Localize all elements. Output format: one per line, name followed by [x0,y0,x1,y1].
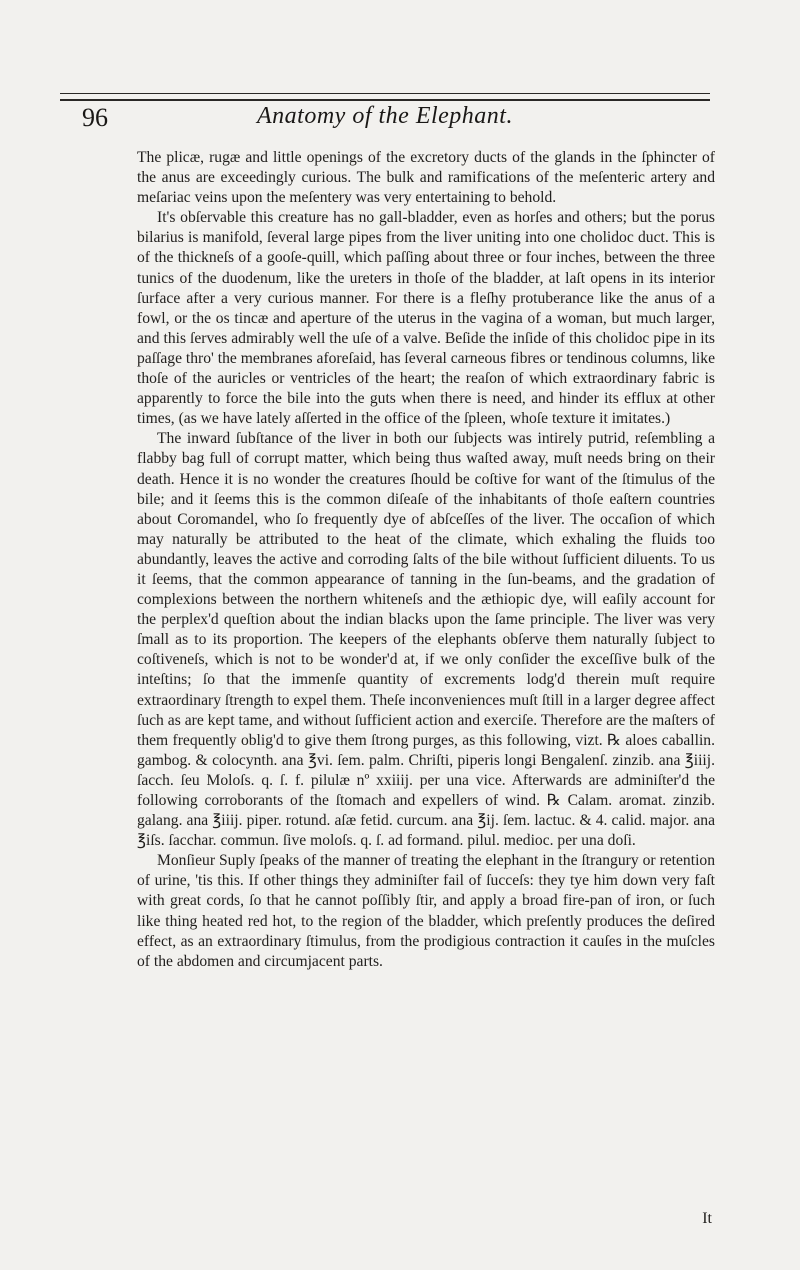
header-rule-top [60,93,710,94]
paragraph-4: Monſieur Suply ſpeaks of the manner of treating the elephant in the ſtrangury or retention of urine, 'tis this. If other things they adminiſter fail of ſucceſs: they tye him down very faſt with great cords, ſo that he cannot poſſibly ſtir, and apply a broad fire-pan of iron, or ſuch like thing heated red hot, to the region of the bladder, which preſently produces the deſired effect, as an extraordinary ſtimulus, from the prodigious contraction it cauſes in the muſcles of the abdomen and circumjacent parts. [137,852,715,970]
page-header [60,101,710,137]
paragraph-1: The plicæ, rugæ and little openings of the excretory ducts of the glands in the ſphincter of the anus are exceedingly curious. The bulk and ramifications of the meſenteric artery and meſariac veins upon the meſentery was very entertaining to behold. [137,149,715,207]
running-title: Anatomy of the Elephant. [257,103,513,129]
paragraph-2: It's obſervable this creature has no gall-bladder, even as horſes and others; but the porus bilarius is manifold, ſeveral large pipes from the liver uniting into one cholidoc duct. This is of the thickneſs of a gooſe-quill, which paſſing about three or four inches, between the three tunics of the duodenum, like the ureters in thoſe of the bladder, at laſt opens in its interior ſurface after a very curious manner. For there is a fleſhy protuberance like the anus of a fowl, or the os tincæ and aperture of the uterus in the vagina of a woman, but much larger, and this ſerves admirably well the uſe of a valve. Beſide the inſide of this cholidoc pipe in its paſſage thro' the membranes aforeſaid, has ſeveral carneous fibres or tendinous columns, like thoſe of the auricles or ventricles of the heart; the reaſon of which extraordinary fabric is apparently to force the bile into the guts when there is need, and hinder its efflux at other times, (as we have lately aſſerted in the office of the ſpleen, whoſe texture it imitates.) [137,209,715,428]
page-number: 96 [82,103,108,132]
catchword: It [702,1210,712,1227]
paragraph-3: The inward ſubſtance of the liver in both our ſubjects was intirely putrid, reſembling a flabby bag full of corrupt matter, which being thus waſted away, muſt needs bring on their death. Hence it is no wonder the creatures ſhould be coſtive for want of the ſtimulus of the bile; and it ſeems this is the common diſeaſe of the inhabitants of thoſe eaſtern countries about Coromandel, who ſo frequently dye of abſceſſes of the liver. The occaſion of which may naturally be attributed to the heat of the climate, which exhaling the fluids too abundantly, leaves the active and corroding ſalts of the bile without ſufficient diluents. To us it ſeems, that the common appearance of tanning in the ſun-beams, and the gradation of complexions between the northern whiteneſs and the æthiopic dye, will eaſily account for the perplex'd queſtion about the indian blacks upon the ſame principle. The liver was very ſmall as to its proportion. The keepers of the elephants obſerve them naturally ſubject to coſtiveneſs, which is not to be wonder'd at, if we only conſider the exceſſive bulk of the inteſtins; ſo that the immenſe quantity of excrements lodg'd therein muſt require extraordinary ſtrength to expel them. Theſe inconveniences muſt ſtill in a larger degree affect ſuch as are kept tame, and without ſufficient action and exerciſe. Therefore are the maſters of them frequently oblig'd to give them ſtrong purges, as this following, vizt. ℞ aloes caballin. gambog. & colocynth. ana ℥vi. ſem. palm. Chriſti, piperis longi Bengalenſ. zinzib. ana ℥iiij. ſacch. ſeu Moloſs. q. ſ. f. pilulæ nº xxiiij. per una vice. Afterwards are adminiſter'd the following corroborants of the ſtomach and expellers of wind. ℞ Calam. aromat. zinzib. galang. ana ℥iiij. piper. rotund. aſæ fetid. curcum. ana ℥ij. ſem. lactuc. & 4. calid. major. ana ℥iſs. ſacchar. commun. ſive moloſs. q. ſ. ad formand. pilul. medioc. per una doſi. [137,430,715,850]
body-text [137,148,715,972]
